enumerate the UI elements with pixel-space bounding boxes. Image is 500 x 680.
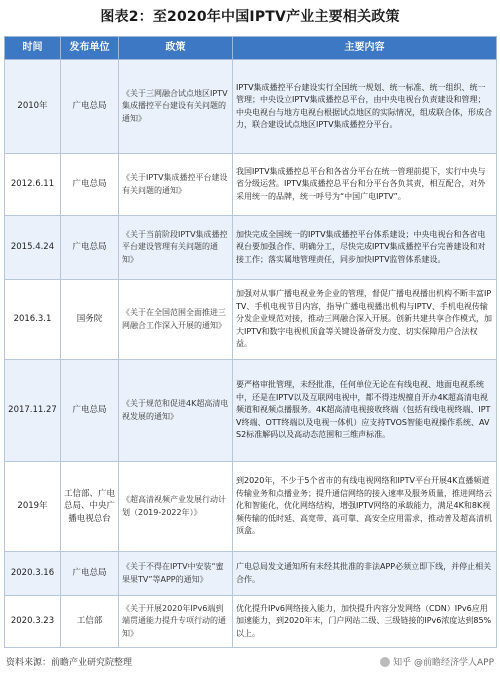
row-policy: 《超高清视频产业发展行动计划（2019-2022年）》: [119, 462, 233, 552]
table-row: [5, 552, 497, 596]
row-unit: 广电总局: [61, 216, 119, 280]
row-content: 加强对从事广播电视业务企业的管理，督促广播电视播出机构不断丰富IPTV、手机电视节目内容，指导广播电视播出机构与IPTV、手机电视传输分发企业规范对接，推动三网融合深入开展。创新共建共享合作模式，加大IPTV和数字电视机顶盒等关键设备研发力度、切实保障用户合法权益。: [233, 280, 497, 360]
table-row: [5, 360, 497, 462]
row-time: 2019年: [5, 462, 61, 552]
column-header-content: 主要内容: [233, 37, 497, 60]
table-row: [5, 596, 497, 648]
row-policy: 《关于当前阶段IPTV集成播控平台建设管理有关问题的通知》: [119, 216, 233, 280]
row-policy: 《关于三网融合试点地区IPTV集成播控平台建设有关问题的通知》: [119, 60, 233, 154]
row-content: IPTV集成播控平台建设实行全国统一规划、统一标准、统一组织、统一管理；中央设立IPTV集成播控总平台，由中央电视台负责建设和管理；中央电视台与地方电视台根据试点地区的实际情况，组成联合体，形成合力，联合建设试点地区IPTV集成播控分平台。: [233, 60, 497, 154]
row-unit: 广电总局: [61, 154, 119, 216]
row-policy: 《关于在全国范围全面推进三网融合工作深入开展的通知》: [119, 280, 233, 360]
policy-table: [4, 36, 497, 648]
row-time: 2015.4.24: [5, 216, 61, 280]
column-header-time: 时间: [5, 37, 61, 60]
avatar-icon: [380, 657, 390, 667]
row-unit: 广电总局: [61, 360, 119, 462]
row-unit: 国务院: [61, 280, 119, 360]
row-policy: 《关于IPTV集成播控平台建设有关问题的通知》: [119, 154, 233, 216]
watermark-credit: [380, 655, 494, 668]
row-time: 2016.3.1: [5, 280, 61, 360]
table-header-row: [5, 37, 497, 60]
page-title: 图表2：至2020年中国IPTV产业主要相关政策: [100, 9, 400, 25]
table-row: [5, 60, 497, 154]
row-time: 2012.6.11: [5, 154, 61, 216]
row-time: 2010年: [5, 60, 61, 154]
row-unit: 广电总局: [61, 552, 119, 596]
row-content: 优化提升IPv6网络接入能力，加快提升内容分发网络（CDN）IPv6应用加速能力，到2020年末，门户网站二级、三级链接的IPv6浓度达到85%以上。: [233, 596, 497, 648]
source-note: 资料来源：前瞻产业研究院整理: [6, 658, 133, 668]
watermark-credit-text: 知乎 @前瞻经济学人APP: [393, 658, 494, 668]
row-policy: 《关于规范和促进4K超高清电视发展的通知》: [119, 360, 233, 462]
table-row: [5, 216, 497, 280]
row-content: 加快完成全国统一的IPTV集成播控平台体系建设；中央电视台和各省电视台要加强合作、明确分工，尽快完成IPTV集成播控平台完善建设和对接工作；落实属地管理责任，同步加快IPTV监管体系建设。: [233, 216, 497, 280]
row-content: 广电总局发文通知所有未经其批准的非法APP必须立即下线，并停止相关合作。: [233, 552, 497, 596]
table-row: [5, 280, 497, 360]
row-time: 2020.3.16: [5, 552, 61, 596]
row-unit: 工信部: [61, 596, 119, 648]
table-row: [5, 462, 497, 552]
row-content: 到2020年，不少于5个省市的有线电视网络和IPTV平台开展4K直播频道传输业务和点播业务；提升通信网络的接入速率及服务质量，推进网络云化和智能化，优化网络结构，增强IPTV网络的承载能力，满足4K和8K视频传输的低时延、高宽带、高可靠、高安全应用需求，推动普及超高清机顶盒。: [233, 462, 497, 552]
row-unit: 广电总局: [61, 60, 119, 154]
row-content: 要严格审批管理，未经批准，任何单位无论在有线电视、地面电视系统中，还是在IPTV以及互联网电视中，都不得违规擅自开办4K超高清电视频道和视频点播服务。4K超高清电视接收终端（包括有线电视终端、IPTV终端、OTT终端以及电视一体机）应支持TVOS智能电视操作系统、AVS2标准解码以及高动态范围和三维声标准。: [233, 360, 497, 462]
table-row: [5, 154, 497, 216]
row-content: 我国IPTV集成播控总平台和各省分平台在统一管理前提下，实行中央与省分级运营。IPTV集成播控总平台和分平台各负其责，相互配合，对外采用统一的品牌，统一呼号为“中国广电IPTV”。: [233, 154, 497, 216]
row-unit: 工信部、广电总局、中央广播电视总台: [61, 462, 119, 552]
column-header-unit: 发布单位: [61, 37, 119, 60]
row-time: 2017.11.27: [5, 360, 61, 462]
row-time: 2020.3.23: [5, 596, 61, 648]
row-policy: 《关于开展2020年IPv6端到端贯通能力提升专项行动的通知》: [119, 596, 233, 648]
column-header-policy: 政策: [119, 37, 233, 60]
row-policy: 《关于不得在IPTV中安装“蜜果果TV”等APP的通知》: [119, 552, 233, 596]
